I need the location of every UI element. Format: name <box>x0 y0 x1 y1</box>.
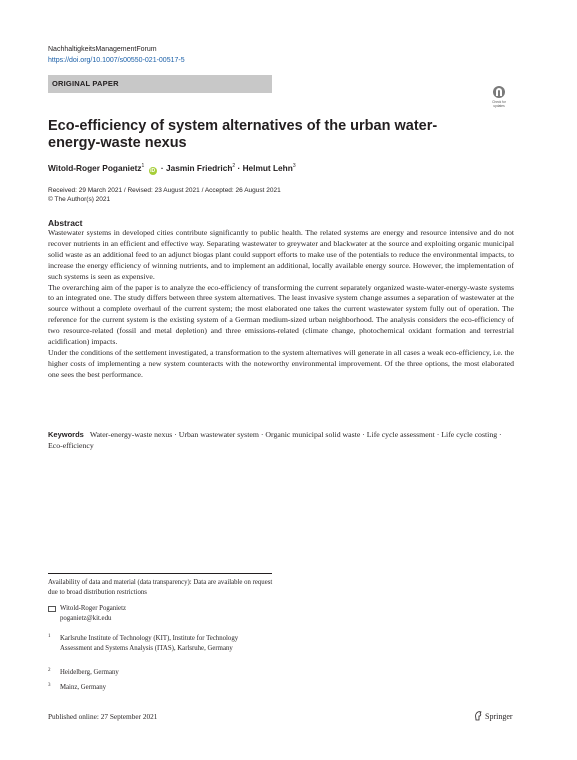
keywords-text: Water-energy-waste nexus · Urban wastewater system · Organic municipal solid waste · Life cycle assessment · Life cycle costing · Eco-efficiency <box>48 430 502 450</box>
springer-horse-icon <box>474 711 483 721</box>
author-name[interactable]: Witold-Roger Poganietz <box>48 163 142 173</box>
author-list <box>48 163 296 175</box>
abstract-paragraph: Under the conditions of the settlement investigated, a transformation to the system alternatives will generate in all cases a weak eco-efficiency, i.e. the higher costs of implementing a new system counteracts with the noteworthy environmental improvement. Of the three options, the most elaborated one sees the best performance. <box>48 347 514 379</box>
footnote-divider <box>48 573 272 574</box>
article-title: Eco-efficiency of system alternatives of the urban water-energy-waste nexus <box>48 118 438 151</box>
affiliation-text: Heidelberg, Germany <box>60 669 119 676</box>
publisher-name: Springer <box>485 712 513 721</box>
keywords-block <box>48 429 514 451</box>
author-affil-sup: 1 <box>141 163 145 170</box>
check-for-updates-badge[interactable] <box>488 86 510 110</box>
section-label: ORIGINAL PAPER <box>52 79 119 88</box>
corresponding-name: Witold-Roger Poganietz <box>60 605 126 612</box>
affiliation-text: Karlsruhe Institute of Technology (KIT), Institute for Technology Assessment and Systems Analysis (ITAS), Karlsruhe, Germany <box>60 635 239 652</box>
author-name[interactable]: Jasmin Friedrich <box>165 163 233 173</box>
published-online: Published online: 27 September 2021 <box>48 712 158 721</box>
abstract-paragraph: The overarching aim of the paper is to analyze the eco-efficiency of transforming the current separately organized waste-water-energy-waste systems to an integrated one. The study differs between three system alternatives. The least invasive system change assumes a separation of wastewater at the source without a complete overhaul of the current system; the most elaborated one takes the current wastewater system fully out of operation. The reference for the current system is the existing system of a German medium-sized urban neighborhood. The analysis considers the eco-efficiency of two resource-related (fossil and metal depletion) and three emissions-related (climate change, photochemical oxidant formation and terrestrial acidification) impacts. <box>48 282 514 347</box>
author-name[interactable]: Helmut Lehn <box>242 163 293 173</box>
affiliation-number: 3 <box>48 683 51 688</box>
affiliation-text: Mainz, Germany <box>60 684 107 691</box>
license-note: © The Author(s) 2021 <box>48 196 111 203</box>
check-updates-icon <box>493 86 505 98</box>
author-affil-sup: 2 <box>232 163 236 170</box>
author-affil-sup: 3 <box>292 163 296 170</box>
envelope-icon <box>48 606 56 612</box>
data-availability-note: Availability of data and material (data transparency): Data are available on request due to broad distribution restrictions <box>48 579 273 596</box>
abstract-heading: Abstract <box>48 218 83 228</box>
affiliation-number: 2 <box>48 668 51 673</box>
author-separator: · <box>237 163 241 173</box>
publisher-logo[interactable] <box>474 711 513 721</box>
keywords-heading: Keywords <box>48 430 84 439</box>
article-dates: Received: 29 March 2021 / Revised: 23 August 2021 / Accepted: 26 August 2021 <box>48 187 281 194</box>
doi-link[interactable]: https://doi.org/10.1007/s00550-021-00517-5 <box>48 57 185 64</box>
orcid-icon[interactable]: iD <box>150 168 156 174</box>
affiliation-number: 1 <box>48 634 51 639</box>
abstract-body <box>48 228 514 381</box>
corresponding-email[interactable]: poganietz@kit.edu <box>60 614 112 622</box>
check-updates-label: Check for updates <box>492 100 506 108</box>
abstract-paragraph: Wastewater systems in developed cities contribute significantly to public health. The related systems are energy and resource intensive and do not recover nutrients in an efficient and effective way. Separating wastewater to greywater and blackwater at the source and exploiting organic municipal solid waste as an additional feed to an adjunct biogas plant could support efforts to make use of the potentials to reduce the environmental impacts, to increase the energy efficiency of winning nutrients, and to implement an additional, locally available energy source. However, the implementation of such systems is seen as expensive. <box>48 228 514 281</box>
author-separator: · <box>160 163 164 173</box>
journal-name: NachhaltigkeitsManagementForum <box>48 46 157 53</box>
section-band <box>48 75 272 93</box>
